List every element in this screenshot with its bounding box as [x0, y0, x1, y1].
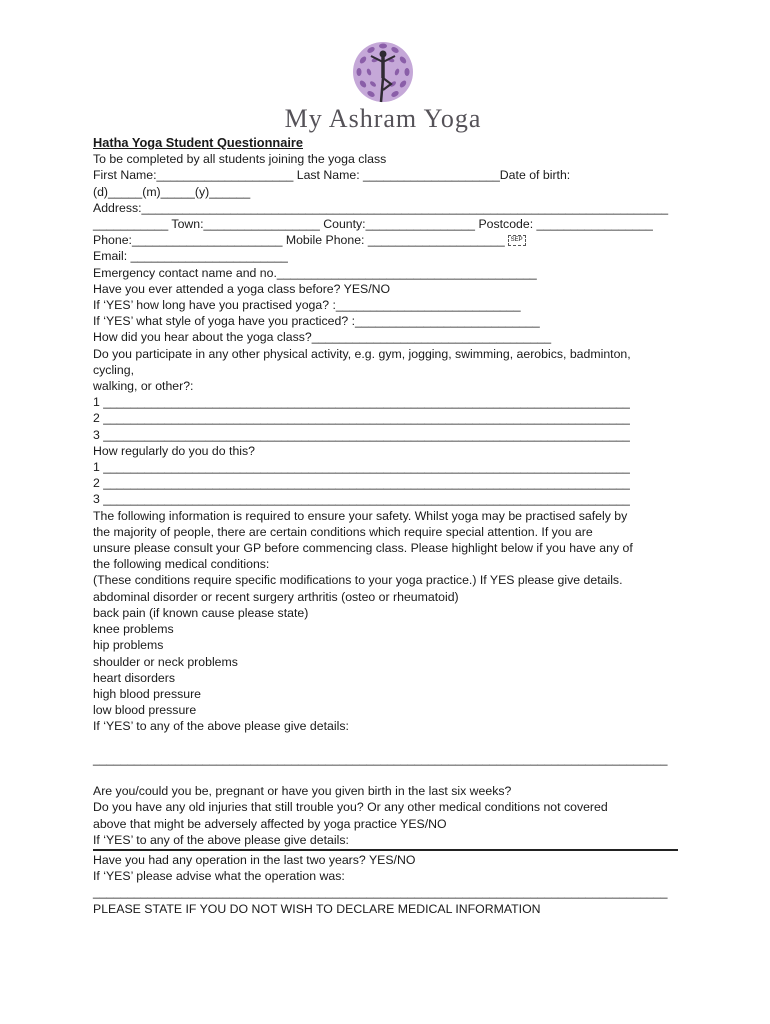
brand-logo [258, 40, 508, 134]
form-intro: To be completed by all students joining the yoga class [93, 152, 387, 167]
form-title: Hatha Yoga Student Questionnaire [93, 135, 303, 150]
blank-space [93, 735, 685, 751]
condition-item: knee problems [93, 622, 174, 637]
phone-field[interactable] [93, 232, 685, 248]
condition-item: back pain (if known cause please state) [93, 605, 309, 620]
operation-detail-question: If ‘YES’ please advise what the operation was: [93, 869, 345, 884]
yoga-tree-icon [351, 40, 415, 104]
activity-question-cont: walking, or other?: [93, 379, 194, 394]
emergency-contact-field[interactable]: Emergency contact name and no.______________________________________ [93, 265, 537, 280]
details-question: If ‘YES’ to any of the above please give details: [93, 719, 349, 734]
how-long-field[interactable]: If ‘YES’ how long have you practised yoga? :___________________________ [93, 298, 521, 313]
condition-item: high blood pressure [93, 686, 202, 701]
safety-text: (These conditions require specific modifications to your yoga practice.) If YES please give details. [93, 573, 623, 588]
regularly-line[interactable]: 2 _____________________________________________________________________________ [93, 476, 630, 491]
operation-line[interactable]: ____________________________________________________________________________________ [93, 885, 668, 900]
injuries-question-cont: above that might be adversely affected by yoga practice YES/NO [93, 816, 447, 831]
hear-about-field[interactable]: How did you hear about the yoga class?___________________________________ [93, 330, 552, 345]
condition-item: low blood pressure [93, 703, 197, 718]
dob-field[interactable]: (d)_____(m)_____(y)______ [93, 184, 251, 199]
safety-text: the following medical conditions: [93, 557, 270, 572]
sep-marker: SEP [508, 235, 526, 246]
activity-line[interactable]: 2 _____________________________________________________________________________ [93, 411, 630, 426]
name-field[interactable]: First Name:____________________ Last Name: ____________________Date of birth: [93, 168, 571, 183]
details-question-2: If ‘YES’ to any of the above please give details: [93, 832, 349, 847]
address-field[interactable]: Address:_____________________________________________________________________________ [93, 200, 669, 215]
safety-text: unsure please consult your GP before commencing class. Please highlight below if you have any of [93, 541, 633, 556]
activity-line[interactable]: 1 _____________________________________________________________________________ [93, 395, 630, 410]
divider-line [93, 849, 678, 851]
declare-statement: PLEASE STATE IF YOU DO NOT WISH TO DECLARE MEDICAL INFORMATION [93, 901, 541, 916]
safety-text: the majority of people, there are certain conditions which require special attention. If you are [93, 524, 593, 539]
activity-line[interactable]: 3 _____________________________________________________________________________ [93, 427, 630, 442]
regularly-question: How regularly do you do this? [93, 443, 255, 458]
details-line[interactable]: ____________________________________________________________________________________ [93, 751, 668, 766]
phone-field-text: Phone:______________________ Mobile Phone: ____________________ [93, 233, 505, 248]
condition-item: abdominal disorder or recent surgery arthritis (osteo or rheumatoid) [93, 589, 459, 604]
regularly-line[interactable]: 1 _____________________________________________________________________________ [93, 460, 630, 475]
operation-question: Have you had any operation in the last two years? YES/NO [93, 852, 416, 867]
style-field[interactable]: If ‘YES’ what style of yoga have you practiced? :___________________________ [93, 314, 540, 329]
activity-question-cont: cycling, [93, 362, 135, 377]
pregnant-question: Are you/could you be, pregnant or have you given birth in the last six weeks? [93, 784, 512, 799]
condition-item: shoulder or neck problems [93, 654, 238, 669]
attended-question: Have you ever attended a yoga class before? YES/NO [93, 281, 391, 296]
form-content [93, 135, 685, 917]
blank-space [93, 767, 685, 783]
activity-question: Do you participate in any other physical activity, e.g. gym, jogging, swimming, aerobics, badminton, [93, 346, 631, 361]
safety-text: The following information is required to ensure your safety. Whilst yoga may be practised safely by [93, 508, 628, 523]
email-field[interactable]: Email: _______________________ [93, 249, 288, 264]
brand-name: My Ashram Yoga [284, 104, 482, 133]
town-county-postcode-field[interactable]: ___________ Town:_________________ County:________________ Postcode: _________________ [93, 217, 653, 232]
injuries-question: Do you have any old injuries that still trouble you? Or any other medical conditions not covered [93, 800, 608, 815]
regularly-line[interactable]: 3 _____________________________________________________________________________ [93, 492, 630, 507]
condition-item: heart disorders [93, 670, 176, 685]
condition-item: hip problems [93, 638, 164, 653]
